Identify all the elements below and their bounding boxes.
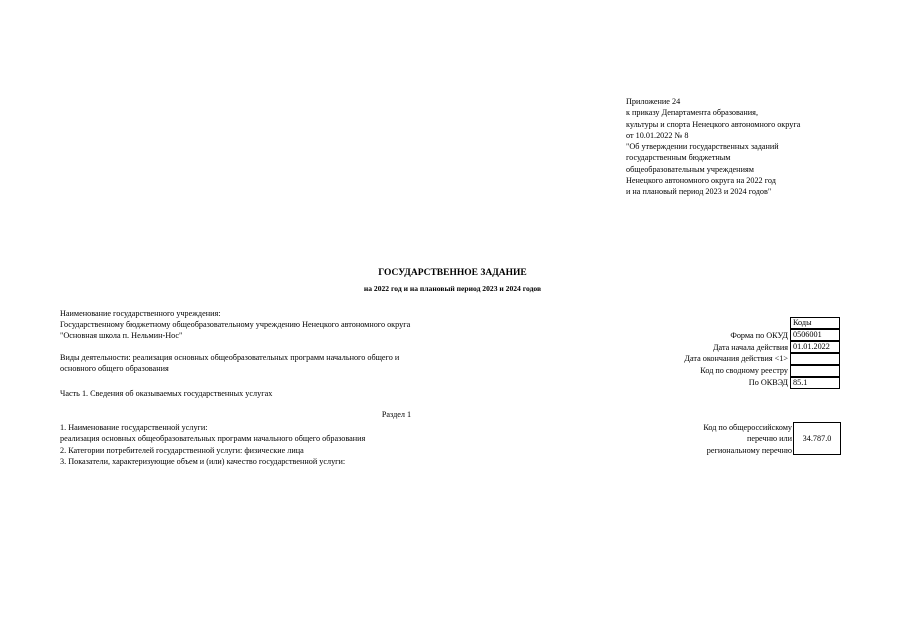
code-label-okud: Форма по ОКУД [730, 331, 788, 340]
appendix-line: от 10.01.2022 № 8 [626, 130, 689, 140]
appendix-line: "Об утверждении государственных заданий [626, 142, 779, 152]
service-consumers: 2. Категории потребителей государственной услуги: физические лица [60, 446, 304, 455]
registry-code-label-1: Код по общероссийскому [703, 423, 792, 432]
code-value-start-date: 01.01.2022 [790, 341, 840, 353]
part-title: Часть 1. Сведения об оказываемых государственных услугах [60, 389, 273, 398]
code-value-registry [790, 365, 840, 377]
service-name-value: реализация основных общеобразовательных программ начального общего образования [60, 434, 366, 443]
document-period: на 2022 год и на плановый период 2023 и 2024 годов [363, 284, 542, 293]
section-title: Раздел 1 [381, 410, 412, 419]
registry-code-label-3: региональному перечню [706, 446, 792, 455]
appendix-note [626, 96, 886, 198]
code-label-end-date: Дата окончания действия <1> [684, 354, 788, 363]
activities-line2: основного общего образования [60, 364, 169, 373]
appendix-line: к приказу Департамента образования, [626, 108, 758, 118]
institution-name-line2: "Основная школа п. Нельмин-Нос" [60, 331, 183, 340]
code-label-okved: По ОКВЭД [748, 378, 788, 387]
appendix-line: государственным бюджетным [626, 153, 731, 163]
activities-line1: Виды деятельности: реализация основных общеобразовательных программ начального общего и [60, 353, 400, 362]
institution-name-line1: Государственному бюджетному общеобразовательному учреждению Ненецкого автономного округа [60, 320, 411, 329]
document-title: ГОСУДАРСТВЕННОЕ ЗАДАНИЕ [378, 268, 527, 278]
appendix-line: общеобразовательным учреждениям [626, 164, 754, 174]
codes-header: Коды [790, 317, 840, 329]
code-value-okved: 85.1 [790, 377, 840, 389]
code-value-end-date [790, 353, 840, 365]
registry-code-label-2: перечню или [746, 434, 792, 443]
code-value-okud: 0506001 [790, 329, 840, 341]
registry-code-value: 34.787.0 [793, 422, 841, 455]
appendix-line: Ненецкого автономного округа на 2022 год [626, 176, 776, 186]
institution-label: Наименование государственного учреждения: [60, 309, 221, 318]
code-label-start-date: Дата начала действия [712, 343, 788, 352]
appendix-line: и на плановый период 2023 и 2024 годов" [626, 187, 772, 197]
appendix-line: Приложение 24 [626, 97, 681, 106]
service-name-label: 1. Наименование государственной услуги: [60, 423, 208, 432]
service-indicators: 3. Показатели, характеризующие объем и (или) качество государственной услуги: [60, 457, 346, 466]
appendix-line: культуры и спорта Ненецкого автономного округа [626, 119, 801, 129]
code-label-registry: Код по сводному реестру [700, 366, 788, 375]
